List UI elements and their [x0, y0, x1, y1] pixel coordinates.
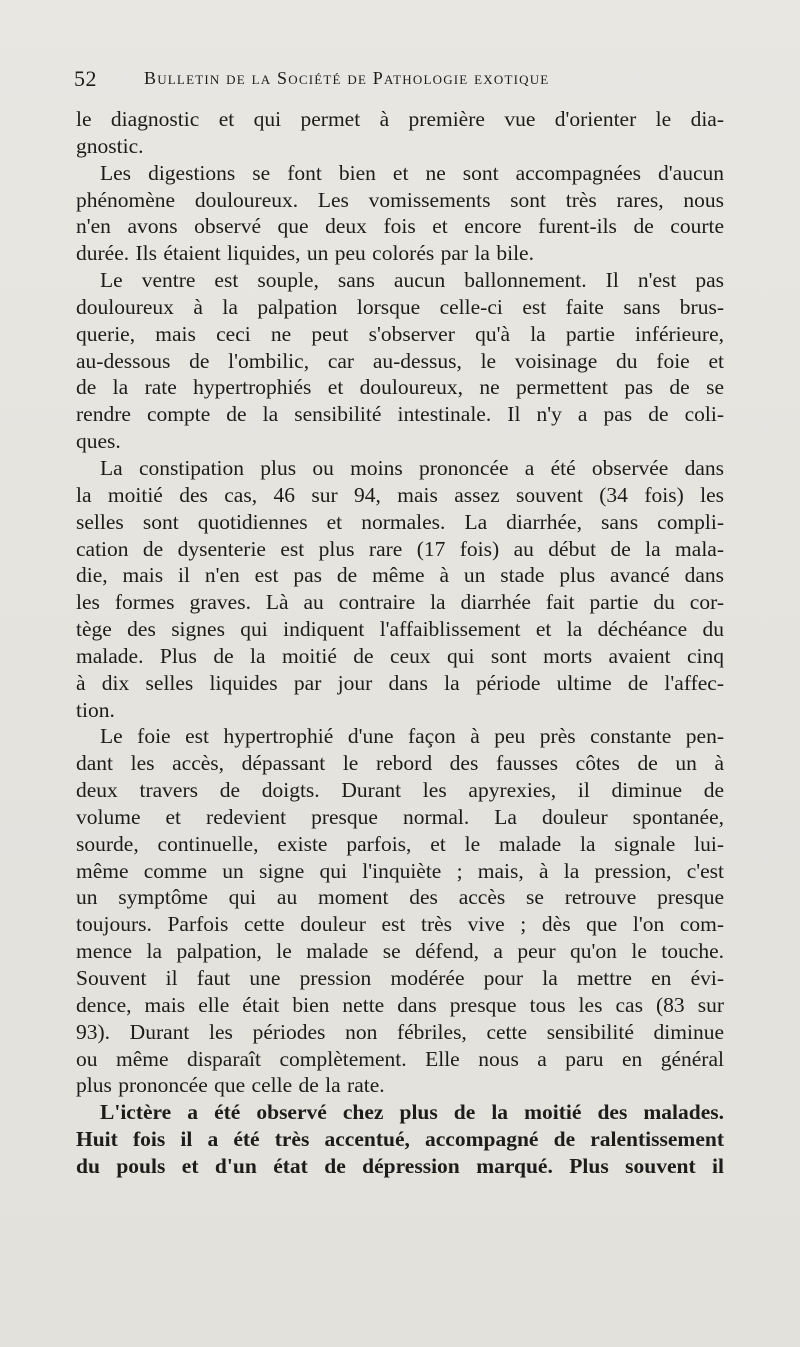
text-line: à dix selles liquides par jour dans la période ultime de l'affec- [76, 670, 724, 695]
text-line: cation de dysenterie est plus rare (17 fois) au début de la mala- [76, 536, 724, 561]
paragraph-start-line: Le ventre est souple, sans aucun ballonnement. Il n'est pas [100, 268, 724, 293]
text-line: ou même disparaît complètement. Elle nous a paru en général [76, 1046, 724, 1071]
text-line: le diagnostic et qui permet à première vue d'orienter le dia- [76, 107, 724, 131]
text-line: deux travers de doigts. Durant les apyrexies, il diminue de [76, 778, 724, 803]
page-number: 52 [74, 66, 97, 91]
text-line: malade. Plus de la moitié de ceux qui sont morts avaient cinq [76, 643, 724, 668]
paragraph-start-line: Les digestions se font bien et ne sont accompagnées d'aucun [100, 160, 724, 185]
text-line: gnostic. [76, 133, 144, 158]
text-line: tège des signes qui indiquent l'affaiblissement et la déchéance du [76, 617, 724, 642]
paragraph-start-line: La constipation plus ou moins prononcée a été observée dans [100, 455, 724, 480]
text-line: durée. Ils étaient liquides, un peu colorés par la bile. [76, 241, 534, 266]
running-title: Bulletin de la Société de Pathologie exotique [144, 68, 550, 88]
text-line: plus prononcée que celle de la rate. [76, 1073, 385, 1098]
text-line: phénomène douloureux. Les vomissements sont très rares, nous [76, 187, 724, 212]
text-line: Huit fois il a été très accentué, accompagné de ralentissement [76, 1127, 724, 1152]
text-line: querie, mais ceci ne peut s'observer qu'à la partie inférieure, [76, 321, 724, 346]
text-line: tion. [76, 697, 115, 722]
text-line: n'en avons observé que deux fois et encore furent-ils de courte [76, 214, 724, 239]
text-line: toujours. Parfois cette douleur est très vive ; dès que l'on com- [76, 912, 724, 937]
page-header [74, 66, 724, 96]
text-line: ques. [76, 429, 121, 454]
text-line: die, mais il n'en est pas de même à un stade plus avancé dans [76, 563, 724, 588]
text-line: du pouls et d'un état de dépression marqué. Plus souvent il [76, 1153, 724, 1178]
text-line: au-dessous de l'ombilic, car au-dessus, le voisinage du foie et [76, 348, 724, 373]
text-line: de la rate hypertrophiés et douloureux, ne permettent pas de se [76, 375, 724, 400]
body-text [76, 106, 724, 1180]
text-line: selles sont quotidiennes et normales. La diarrhée, sans compli- [76, 509, 724, 534]
text-line: rendre compte de la sensibilité intestinale. Il n'y a pas de coli- [76, 402, 724, 427]
paragraph-start-line: L'ictère a été observé chez plus de la moitié des malades. [100, 1100, 724, 1125]
text-line: les formes graves. Là au contraire la diarrhée fait partie du cor- [76, 590, 724, 615]
text-line: sourde, continuelle, existe parfois, et le malade la signale lui- [76, 831, 724, 856]
text-line: la moitié des cas, 46 sur 94, mais assez souvent (34 fois) les [76, 482, 724, 507]
text-line: douloureux à la palpation lorsque celle-ci est faite sans brus- [76, 294, 724, 319]
text-line: Souvent il faut une pression modérée pour la mettre en évi- [76, 966, 724, 990]
text-line: 93). Durant les périodes non fébriles, cette sensibilité diminue [76, 1019, 724, 1044]
text-line: un symptôme qui au moment des accès se retrouve presque [76, 885, 724, 910]
text-line: volume et redevient presque normal. La douleur spontanée, [76, 804, 724, 829]
text-line: même comme un signe qui l'inquiète ; mais, à la pression, c'est [76, 858, 724, 883]
paragraph-start-line: Le foie est hypertrophié d'une façon à peu près constante pen- [100, 724, 724, 749]
text-line: mence la palpation, le malade se défend, a peur qu'on le touche. [76, 939, 724, 964]
text-line: dence, mais elle était bien nette dans presque tous les cas (83 sur [76, 992, 724, 1017]
text-line: dant les accès, dépassant le rebord des fausses côtes de un à [76, 751, 724, 776]
